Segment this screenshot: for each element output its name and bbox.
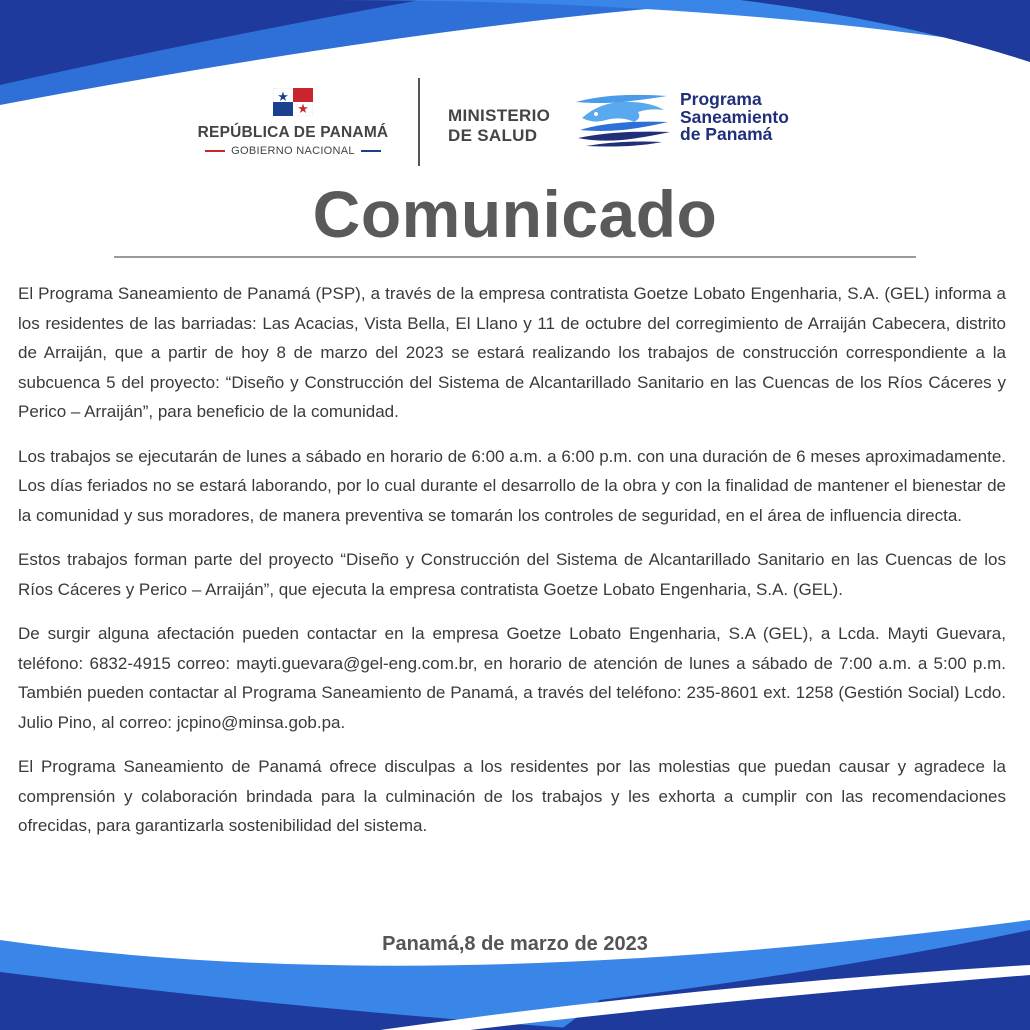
paragraph-schedule: Los trabajos se ejecutarán de lunes a sábado en horario de 6:00 a.m. a 6:00 p.m. con una duración de 6 meses aproximadamente. Los días feriados no se estará laborando, por lo cual durante el desarrollo de la obra y con la finalidad de mantener el bienestar de la comunidad y sus moradores, de manera preventiva se tomarán los controles de seguridad, en el área de influencia directa. [18, 446, 1006, 525]
blue-rule [361, 150, 381, 152]
country-title: REPÚBLICA DE PANAMÁ [197, 124, 389, 141]
paragraph-project: Estos trabajos forman parte del proyecto “Diseño y Construcción del Sistema de Alcantarillado Sanitario en las Cuencas de los Ríos Cáceres y Perico – Arraiján”, que ejecuta la empresa contratista Goetze Lobato Engenharia, S.A. (GEL). [18, 550, 1006, 599]
program-line-3: de Panamá [680, 124, 773, 144]
document-date: Panamá,8 de marzo de 2023 [382, 933, 648, 955]
dolphin-logo-icon [572, 92, 672, 148]
red-rule [205, 150, 225, 152]
paragraph-contact: De surgir alguna afectación pueden contactar en la empresa Goetze Lobato Engenharia, S.A (GEL), a Lcda. Mayti Guevara, teléfono: 6832-4915 correo: mayti.guevara@gel-eng.com.br, en horario de atención de lunes a sábado de 7:00 a.m. a 5:00 p.m. También pueden contactar al Programa Saneamiento de Panamá, a través del teléfono: 235-8601 ext. 1258 (Gestión Social) Lcdo. Julio Pino, al correo: jcpino@minsa.gob.pa. [18, 624, 1006, 732]
program-line-2: Saneamiento [680, 106, 789, 127]
republica-panama-logo [188, 88, 398, 157]
program-name [680, 91, 789, 144]
panama-flag-icon [273, 88, 313, 116]
header-divider [418, 78, 420, 166]
document-body [18, 279, 1006, 856]
ministry-line-1: MINISTERIO [448, 106, 551, 125]
program-line-1: Programa [680, 89, 762, 109]
ministry-line-2: DE SALUD [448, 126, 538, 145]
paragraph-apology: El Programa Saneamiento de Panamá ofrece disculpas a los residentes por las molestias que puedan causar y agradece la comprensión y colaboración brindada para la culminación de los trabajos y les exhorta a cumplir con las recomendaciones ofrecidas, para garantizarla sostenibilidad del sistema. [18, 757, 1006, 835]
title-underline [114, 256, 916, 258]
country-subtitle: GOBIERNO NACIONAL [231, 145, 355, 157]
country-subtitle-row [188, 145, 398, 157]
paragraph-announcement: El Programa Saneamiento de Panamá (PSP), a través de la empresa contratista Goetze Lobato Engenharia, S.A. (GEL) informa a los residentes de las barriadas: Las Acacias, Vista Bella, El Llano y 11 de octubre del corregimiento de Arraiján Cabecera, distrito de Arraiján, que a partir de hoy 8 de marzo del 2023 se estará realizando los trabajos de construcción correspondiente a la subcuenca 5 del proyecto: “Diseño y Construcción del Sistema de Alcantarillado Sanitario en las Cuencas de los Ríos Cáceres y Perico – Arraiján”, para beneficio de la comunidad. [18, 284, 1006, 421]
header [0, 78, 1030, 168]
ministry-name [448, 106, 550, 146]
page-title: Comunicado [312, 177, 718, 251]
